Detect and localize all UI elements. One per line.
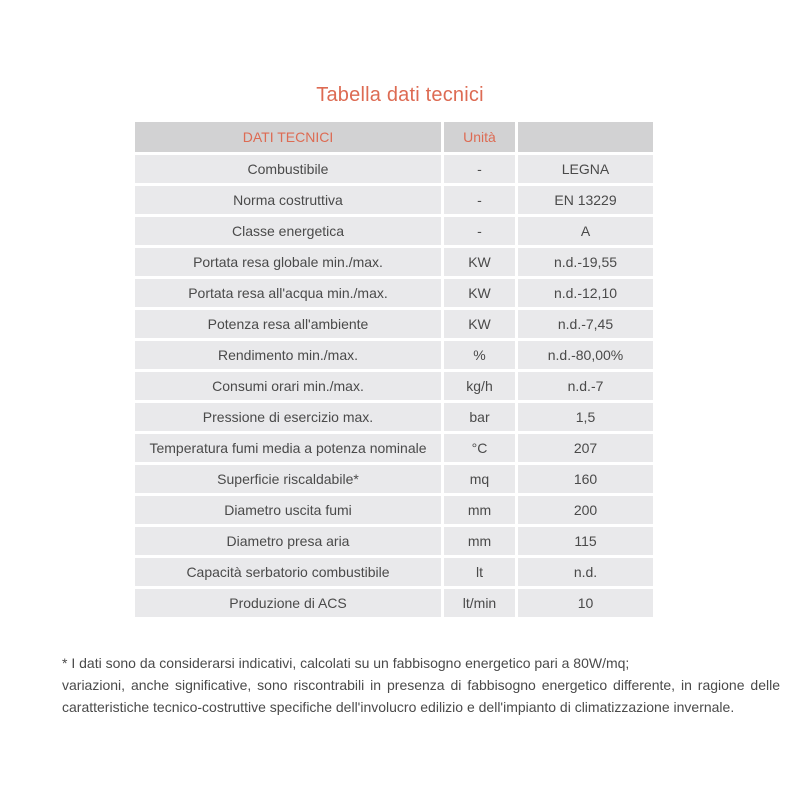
table-row — [135, 279, 653, 307]
value-cell: LEGNA — [518, 155, 653, 183]
value-cell: n.d.-12,10 — [518, 279, 653, 307]
row-label-cell: Classe energetica — [135, 217, 441, 245]
table-header-row — [135, 122, 653, 152]
table-row — [135, 310, 653, 338]
row-label-cell: Rendimento min./max. — [135, 341, 441, 369]
footnote-text — [62, 652, 780, 718]
value-cell: 1,5 — [518, 403, 653, 431]
value-cell: n.d.-80,00% — [518, 341, 653, 369]
technical-data-table — [132, 119, 656, 620]
unit-cell: lt — [444, 558, 515, 586]
unit-cell: bar — [444, 403, 515, 431]
unit-cell: - — [444, 155, 515, 183]
unit-cell: °C — [444, 434, 515, 462]
row-label-cell: Superficie riscaldabile* — [135, 465, 441, 493]
unit-cell: lt/min — [444, 589, 515, 617]
row-label-cell: Portata resa globale min./max. — [135, 248, 441, 276]
value-cell: 10 — [518, 589, 653, 617]
footnote-line: * I dati sono da considerarsi indicativi, calcolati su un fabbisogno energetico pari a 80W/mq; — [62, 655, 630, 671]
unit-cell: kg/h — [444, 372, 515, 400]
page-title: Tabella dati tecnici — [316, 84, 484, 107]
unit-cell: KW — [444, 310, 515, 338]
col-header-unita: Unità — [444, 122, 515, 152]
unit-cell: KW — [444, 248, 515, 276]
unit-cell: KW — [444, 279, 515, 307]
unit-cell: % — [444, 341, 515, 369]
table-row — [135, 155, 653, 183]
table-row — [135, 496, 653, 524]
row-label-cell: Diametro presa aria — [135, 527, 441, 555]
table-row — [135, 403, 653, 431]
row-label-cell: Potenza resa all'ambiente — [135, 310, 441, 338]
row-label-cell: Consumi orari min./max. — [135, 372, 441, 400]
row-label-cell: Norma costruttiva — [135, 186, 441, 214]
row-label-cell: Portata resa all'acqua min./max. — [135, 279, 441, 307]
col-header-dati-tecnici: DATI TECNICI — [135, 122, 441, 152]
value-cell: 160 — [518, 465, 653, 493]
row-label-cell: Pressione di esercizio max. — [135, 403, 441, 431]
table-row — [135, 558, 653, 586]
value-cell: n.d.-7 — [518, 372, 653, 400]
table-row — [135, 372, 653, 400]
value-cell: n.d.-7,45 — [518, 310, 653, 338]
value-cell: 115 — [518, 527, 653, 555]
footnote-line: variazioni, anche significative, sono riscontrabili in presenza di fabbisogno energetico differente, in ragione delle — [62, 677, 780, 693]
col-header-valore — [518, 122, 653, 152]
table-row — [135, 527, 653, 555]
table-row — [135, 186, 653, 214]
table-row — [135, 434, 653, 462]
footnote-line: caratteristiche tecnico-costruttive specifiche dell'involucro edilizio e dell'impianto di climatizzazione invernale. — [62, 699, 735, 715]
unit-cell: mm — [444, 496, 515, 524]
table-row — [135, 341, 653, 369]
unit-cell: mm — [444, 527, 515, 555]
value-cell: n.d. — [518, 558, 653, 586]
value-cell: n.d.-19,55 — [518, 248, 653, 276]
table-row — [135, 217, 653, 245]
unit-cell: - — [444, 217, 515, 245]
row-label-cell: Temperatura fumi media a potenza nominale — [135, 434, 441, 462]
row-label-cell: Produzione di ACS — [135, 589, 441, 617]
unit-cell: - — [444, 186, 515, 214]
row-label-cell: Diametro uscita fumi — [135, 496, 441, 524]
unit-cell: mq — [444, 465, 515, 493]
table-row — [135, 465, 653, 493]
table-row — [135, 248, 653, 276]
value-cell: 207 — [518, 434, 653, 462]
table-row — [135, 589, 653, 617]
value-cell: EN 13229 — [518, 186, 653, 214]
row-label-cell: Capacità serbatorio combustibile — [135, 558, 441, 586]
row-label-cell: Combustibile — [135, 155, 441, 183]
value-cell: A — [518, 217, 653, 245]
value-cell: 200 — [518, 496, 653, 524]
